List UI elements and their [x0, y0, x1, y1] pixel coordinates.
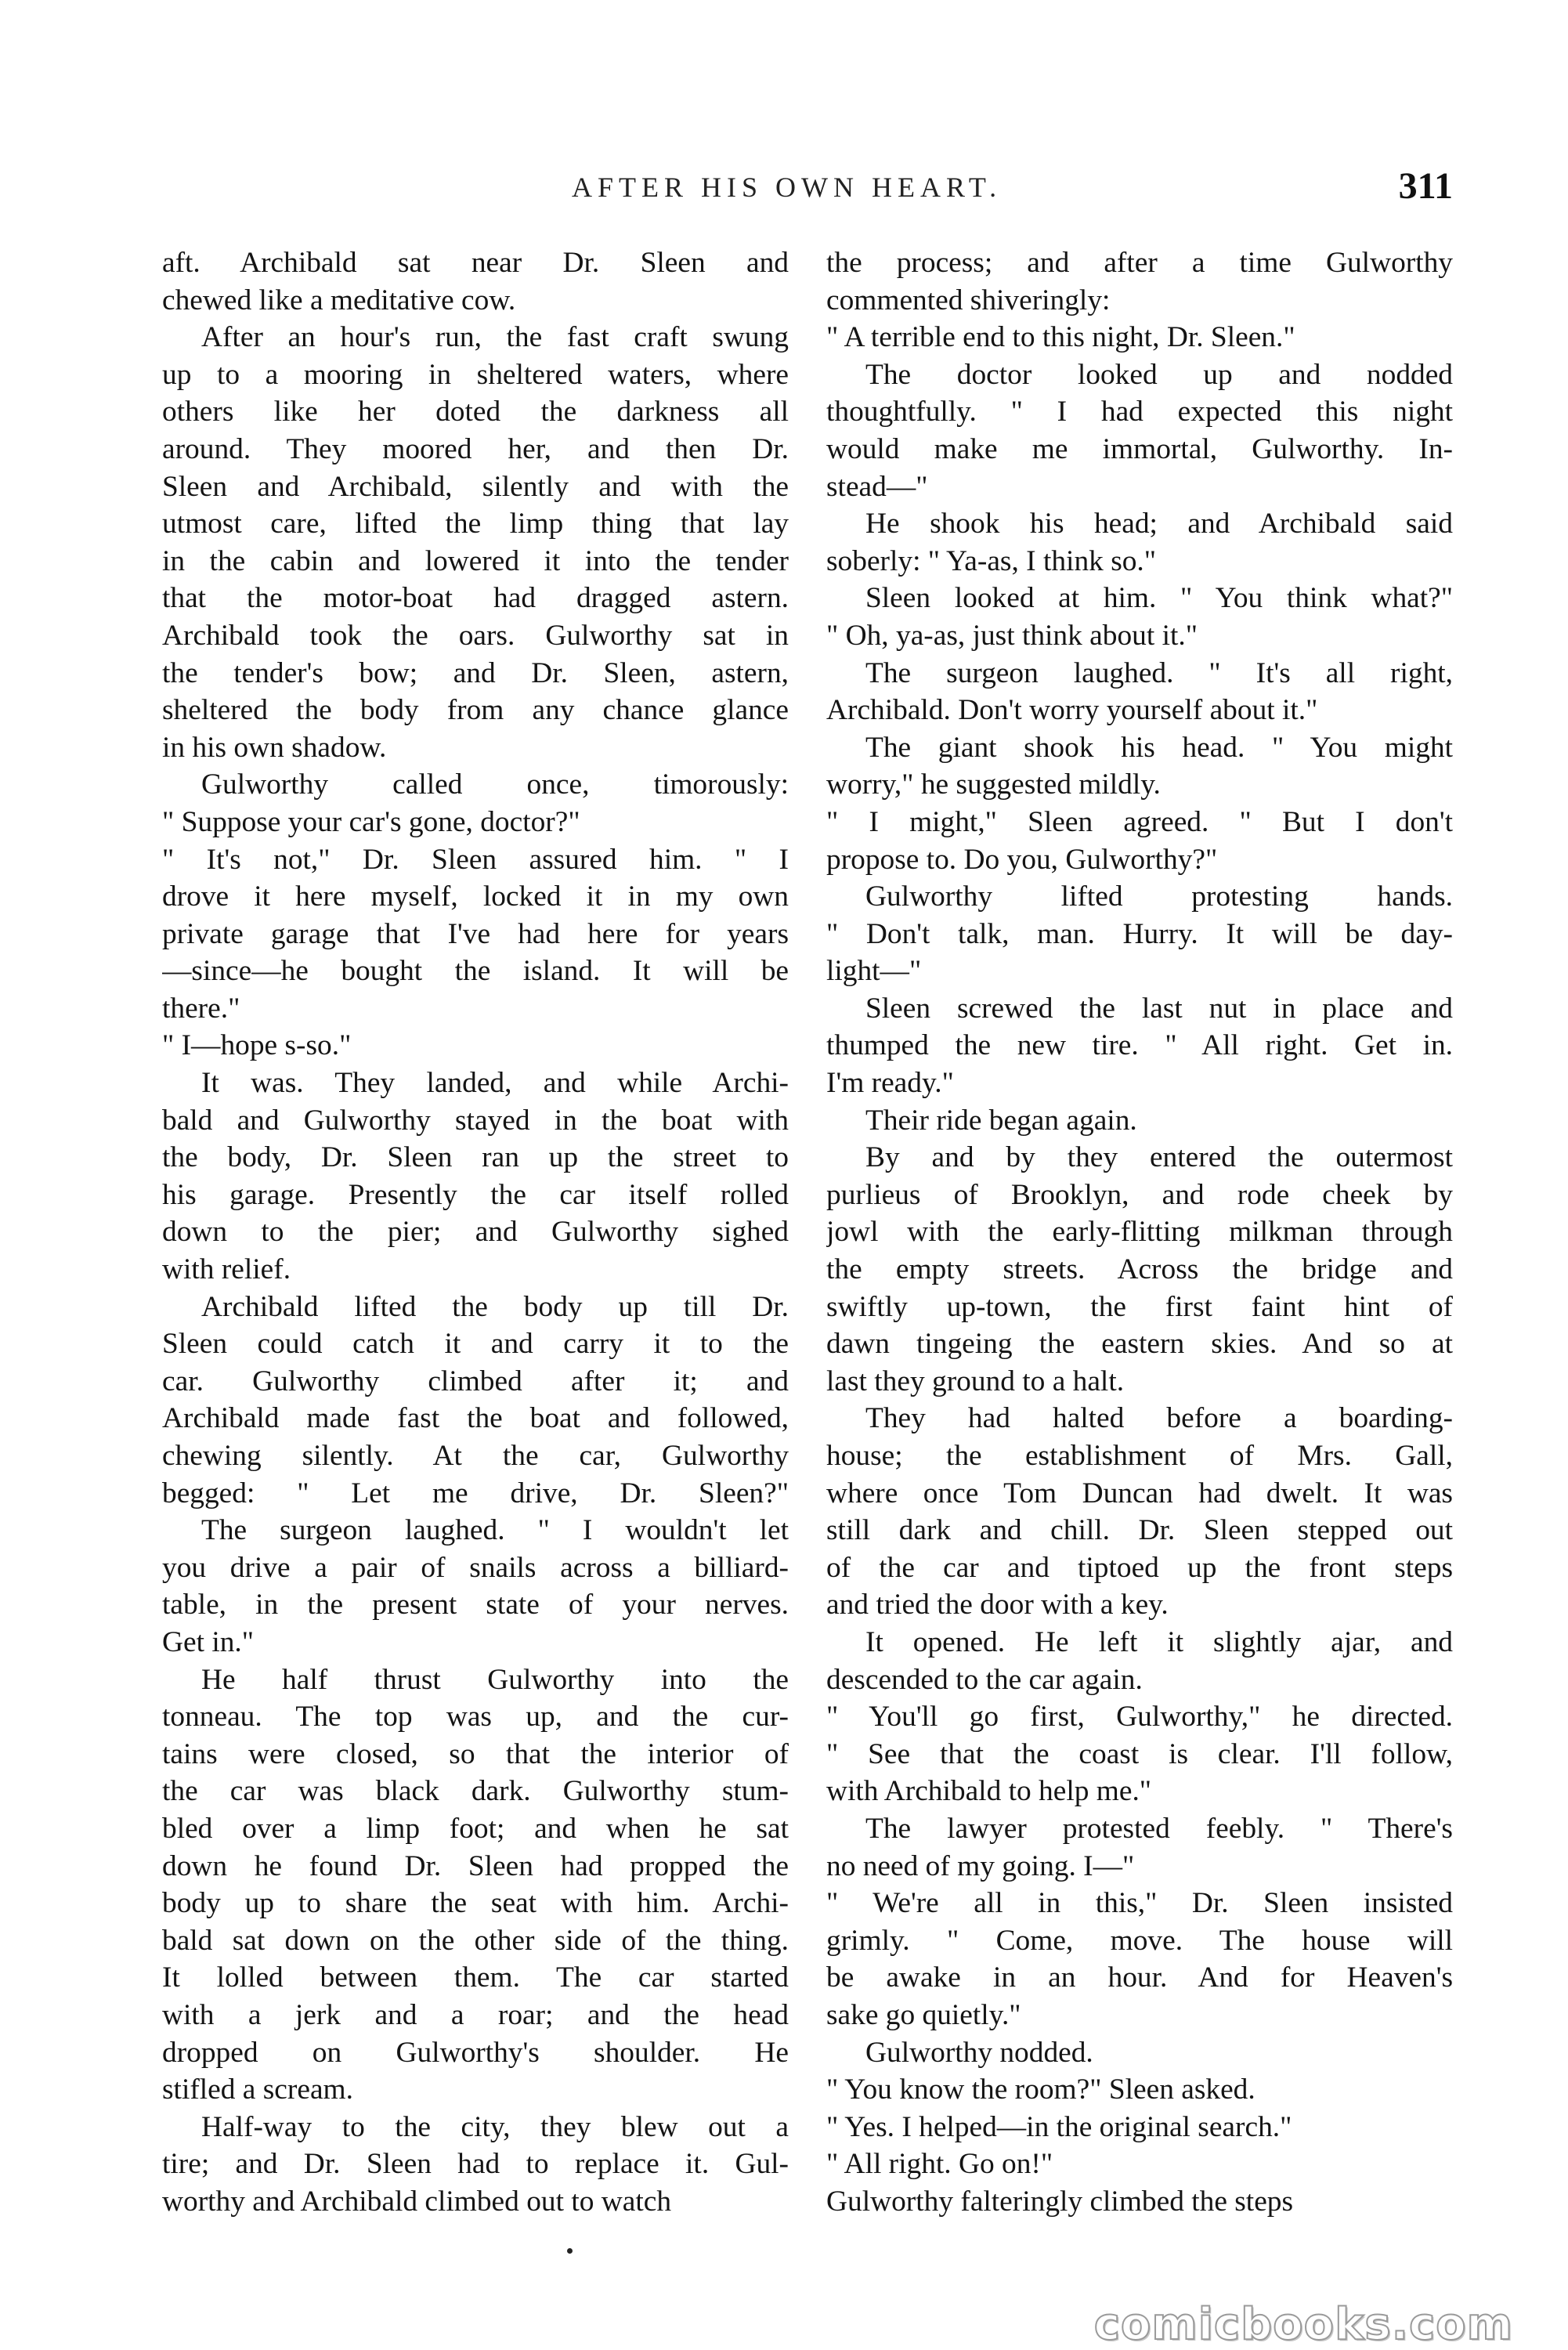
text-line: his garage. Presently the car itself rolled: [162, 1178, 789, 1211]
text-line: aft. Archibald sat near Dr. Sleen and: [162, 247, 789, 279]
text-line: of the car and tiptoed up the front steps: [826, 1551, 1453, 1584]
text-line: drove it here myself, locked it in my own: [162, 880, 789, 913]
text-line: " Yes. I helped—in the original search.": [826, 2110, 1292, 2143]
text-line: body up to share the seat with him. Archi-: [162, 1887, 789, 1920]
text-line: stead—": [826, 470, 928, 503]
text-line: tains were closed, so that the interior of: [162, 1737, 789, 1770]
text-line: purlieus of Brooklyn, and rode cheek by: [826, 1178, 1453, 1211]
text-line: begged: " Let me drive, Dr. Sleen?": [162, 1477, 789, 1509]
text-line: thoughtfully. " I had expected this night: [826, 396, 1453, 428]
text-line: last they ground to a halt.: [826, 1365, 1125, 1397]
text-line: with a jerk and a roar; and the head: [162, 1998, 789, 2031]
text-line: " It's not," Dr. Sleen assured him. " I: [162, 843, 789, 876]
text-line: swiftly up-town, the first faint hint of: [826, 1290, 1453, 1323]
text-line: sake go quietly.": [826, 1998, 1021, 2031]
text-line: " Don't talk, man. Hurry. It will be day-: [826, 917, 1453, 950]
text-line: Their ride began again.: [865, 1104, 1137, 1137]
text-line: around. They moored her, and then Dr.: [162, 432, 789, 465]
print-speck: [567, 2248, 573, 2254]
text-line: the car was black dark. Gulworthy stum-: [162, 1775, 789, 1808]
text-line: The surgeon laughed. " It's all right,: [865, 656, 1453, 689]
text-line: private garage that I've had here for years: [162, 917, 789, 950]
text-line: " You'll go first, Gulworthy," he directed.: [826, 1701, 1453, 1734]
running-header: [161, 165, 1453, 218]
text-line: propose to. Do you, Gulworthy?": [826, 843, 1218, 876]
text-line: Sleen screwed the last nut in place and: [865, 992, 1453, 1025]
text-line: the process; and after a time Gulworthy: [826, 247, 1453, 279]
text-line: there.": [162, 992, 240, 1025]
left-text-column: [162, 244, 789, 2220]
text-line: tonneau. The top was up, and the cur-: [162, 1701, 789, 1734]
text-line: utmost care, lifted the limp thing that lay: [162, 508, 789, 540]
right-text-column: [826, 244, 1453, 2220]
text-line: —since—he bought the island. It will be: [162, 955, 789, 988]
text-line: I'm ready.": [826, 1067, 954, 1100]
text-line: The lawyer protested feebly. " There's: [865, 1812, 1453, 1845]
text-line: in the cabin and lowered it into the tender: [162, 544, 789, 577]
text-line: that the motor-boat had dragged astern.: [162, 582, 789, 615]
text-line: chewing silently. At the car, Gulworthy: [162, 1440, 789, 1472]
text-line: The doctor looked up and nodded: [865, 358, 1453, 391]
text-line: still dark and chill. Dr. Sleen stepped out: [826, 1514, 1453, 1547]
text-line: jowl with the early-flitting milkman through: [826, 1216, 1453, 1249]
text-line: By and by they entered the outermost: [865, 1141, 1453, 1174]
text-line: up to a mooring in sheltered waters, where: [162, 358, 789, 391]
text-line: Half-way to the city, they blew out a: [201, 2110, 789, 2143]
text-line: He half thrust Gulworthy into the: [201, 1663, 789, 1696]
text-line: Archibald took the oars. Gulworthy sat in: [162, 619, 789, 652]
text-line: Sleen and Archibald, silently and with the: [162, 470, 789, 503]
text-line: dropped on Gulworthy's shoulder. He: [162, 2036, 789, 2069]
text-line: " Suppose your car's gone, doctor?": [162, 805, 580, 838]
text-line: down he found Dr. Sleen had propped the: [162, 1849, 789, 1882]
text-line: Archibald. Don't worry yourself about it.": [826, 694, 1318, 727]
text-line: where once Tom Duncan had dwelt. It was: [826, 1477, 1453, 1509]
text-line: " I—hope s-so.": [162, 1029, 352, 1062]
text-line: Archibald lifted the body up till Dr.: [201, 1290, 789, 1323]
text-line: " See that the coast is clear. I'll follow,: [826, 1737, 1453, 1770]
text-line: Sleen looked at him. " You think what?": [865, 582, 1453, 615]
text-line: house; the establishment of Mrs. Gall,: [826, 1440, 1453, 1472]
watermark: comicbooks.com: [1093, 2299, 1513, 2350]
text-line: car. Gulworthy climbed after it; and: [162, 1365, 789, 1397]
text-line: and tried the door with a key.: [826, 1589, 1169, 1622]
text-line: the empty streets. Across the bridge and: [826, 1253, 1453, 1286]
text-line: bald sat down on the other side of the thing.: [162, 1924, 789, 1957]
text-line: you drive a pair of snails across a billiard-: [162, 1551, 789, 1584]
text-line: The giant shook his head. " You might: [865, 731, 1453, 764]
text-line: Gulworthy falteringly climbed the steps: [826, 2185, 1294, 2218]
text-line: light—": [826, 955, 922, 988]
text-line: Gulworthy called once, timorously:: [201, 768, 789, 801]
text-line: " I might," Sleen agreed. " But I don't: [826, 805, 1453, 838]
text-line: " A terrible end to this night, Dr. Sleen.": [826, 321, 1295, 354]
text-line: the body, Dr. Sleen ran up the street to: [162, 1141, 789, 1174]
text-line: sheltered the body from any chance glance: [162, 694, 789, 727]
text-line: " We're all in this," Dr. Sleen insisted: [826, 1887, 1453, 1920]
text-line: the tender's bow; and Dr. Sleen, astern,: [162, 656, 789, 689]
text-line: commented shiveringly:: [826, 284, 1111, 316]
text-line: down to the pier; and Gulworthy sighed: [162, 1216, 789, 1249]
page-number: 311: [1398, 165, 1453, 207]
text-line: with relief.: [162, 1253, 291, 1286]
text-line: tire; and Dr. Sleen had to replace it. Gul-: [162, 2148, 789, 2181]
text-line: Sleen could catch it and carry it to the: [162, 1328, 789, 1361]
text-line: descended to the car again.: [826, 1663, 1143, 1696]
text-line: They had halted before a boarding-: [865, 1402, 1453, 1435]
text-line: thumped the new tire. " All right. Get in.: [826, 1029, 1453, 1062]
text-line: table, in the present state of your nerves.: [162, 1589, 789, 1622]
text-line: " You know the room?" Sleen asked.: [826, 2073, 1255, 2106]
text-line: " All right. Go on!": [826, 2148, 1053, 2181]
text-line: chewed like a meditative cow.: [162, 284, 516, 316]
text-line: soberly: " Ya-as, I think so.": [826, 544, 1157, 577]
text-line: worthy and Archibald climbed out to watch: [162, 2185, 672, 2218]
text-line: It was. They landed, and while Archi-: [201, 1067, 789, 1100]
text-line: bled over a limp foot; and when he sat: [162, 1812, 789, 1845]
text-line: worry," he suggested mildly.: [826, 768, 1161, 801]
text-line: with Archibald to help me.": [826, 1775, 1152, 1808]
text-line: grimly. " Come, move. The house will: [826, 1924, 1453, 1957]
text-line: bald and Gulworthy stayed in the boat with: [162, 1104, 789, 1137]
text-line: stifled a scream.: [162, 2073, 353, 2106]
text-line: Gulworthy lifted protesting hands.: [865, 880, 1453, 913]
text-line: He shook his head; and Archibald said: [865, 508, 1453, 540]
text-line: It lolled between them. The car started: [162, 1961, 789, 1994]
running-title: AFTER HIS OWN HEART.: [572, 172, 1003, 203]
text-line: be awake in an hour. And for Heaven's: [826, 1961, 1453, 1994]
text-line: no need of my going. I—": [826, 1849, 1135, 1882]
text-line: It opened. He left it slightly ajar, and: [865, 1625, 1453, 1658]
text-line: dawn tingeing the eastern skies. And so at: [826, 1328, 1453, 1361]
text-line: " Oh, ya-as, just think about it.": [826, 619, 1198, 652]
text-line: would make me immortal, Gulworthy. In-: [826, 432, 1453, 465]
text-line: Archibald made fast the boat and followed,: [162, 1402, 789, 1435]
text-line: The surgeon laughed. " I wouldn't let: [201, 1514, 789, 1547]
text-line: in his own shadow.: [162, 731, 387, 764]
text-line: After an hour's run, the fast craft swung: [201, 321, 789, 354]
text-line: others like her doted the darkness all: [162, 396, 789, 428]
text-line: Gulworthy nodded.: [865, 2036, 1093, 2069]
text-line: Get in.": [162, 1625, 255, 1658]
